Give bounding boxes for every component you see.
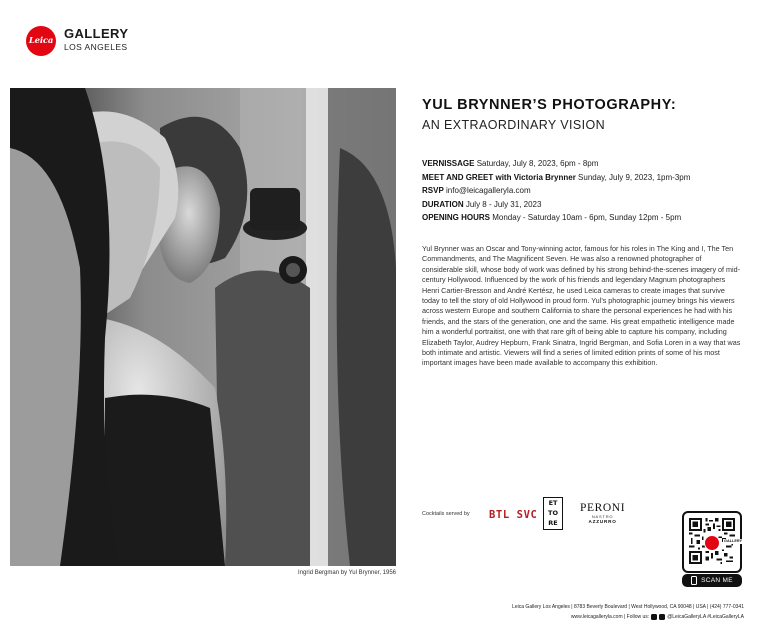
gallery-brand <box>64 27 128 53</box>
exhibition-description: Yul Brynner was an Oscar and Tony-winning actor, famous for his roles in The King and I, The Ten Commandments, and The Magnificent Seven. He was also a renowned photographer of considerable skill, whose body of work was defined by his strong behind-the-scenes imagery of mid-century Hollywood. Influenced by the work of his friends and legendary Magnum photographers Henri Cartier-Bresson and André Kertész, he used Leica cameras to create images that survive today to tell the story of old Hollywood in proud form. Yul’s photographic journey brings his viewers across western Europe and southern California to share the personal experiences he had with his friends, and the stars of the generation, one and the same. His great empathetic intelligence made him a wonderful portraitist, one with that rare gift of being able to capture his company, including Elizabeth Taylor, Audrey Hepburn, Frank Sinatra, Ingrid Bergman, and Sofia Loren in a way that was both intimate and artistic. Viewers will find a series of limited edition prints of some of his most important images have been made available to accompany this exhibition. <box>422 244 741 368</box>
instagram-icon[interactable] <box>651 614 657 620</box>
peroni-sub: AZZURRO <box>588 519 617 524</box>
detail-label: DURATION <box>422 199 464 209</box>
ettore-logo-line: RE <box>548 519 558 528</box>
ettore-logo <box>543 497 563 530</box>
exhibition-title: YUL BRYNNER’S PHOTOGRAPHY: <box>422 97 677 113</box>
brand-location: LOS ANGELES <box>64 42 128 52</box>
sponsors-label: Cocktails served by <box>422 511 470 517</box>
qr-code[interactable] <box>682 511 742 573</box>
detail-label: VERNISSAGE <box>422 159 475 168</box>
peroni-sub: NASTRO <box>591 514 614 519</box>
detail-value: Sunday, July 9, 2023, 1pm-3pm <box>575 172 691 182</box>
footer-contact <box>571 614 744 620</box>
detail-duration <box>422 198 752 212</box>
peroni-logo <box>580 502 625 524</box>
detail-value: info@leicagalleryla.com <box>443 186 531 195</box>
peroni-name: PERONI <box>580 502 626 514</box>
phone-icon <box>691 576 697 585</box>
leica-logo <box>26 26 56 56</box>
qr-logo-badge <box>704 535 720 551</box>
photo-caption: Ingrid Bergman by Yul Brynner, 1956 <box>298 570 396 576</box>
detail-label: RSVP <box>422 186 444 195</box>
detail-value: Saturday, July 8, 2023, 6pm - 8pm <box>474 159 599 168</box>
detail-rsvp <box>422 184 752 198</box>
feature-photograph <box>10 88 396 566</box>
exhibition-subtitle: AN EXTRAORDINARY VISION <box>422 118 606 132</box>
detail-label: MEET AND GREET with Victoria Brynner <box>422 172 576 182</box>
btl-svc-logo: BTL SVC <box>489 509 538 521</box>
ettore-logo-line: TO <box>548 508 558 517</box>
scan-me-label <box>682 574 742 587</box>
detail-vernissage <box>422 157 752 171</box>
qr-badge-text: GALLERY <box>724 539 742 543</box>
footer-website: www.leicagalleryla.com | Follow us: <box>570 614 650 620</box>
detail-value: July 8 - July 31, 2023 <box>463 199 542 209</box>
detail-opening-hours <box>422 211 752 225</box>
footer-handle: @LeicaGalleryLA #LeicaGalleryLA <box>667 614 744 620</box>
ettore-logo-line: ET <box>548 498 558 507</box>
leica-logo-text: Leica <box>28 36 54 46</box>
footer-address: Leica Gallery Los Angeles | 8783 Beverly Boulevard | West Hollywood, CA 90048 | USA | (424) 777-0341 <box>512 604 744 610</box>
brand-name: GALLERY <box>64 26 129 41</box>
scan-me-text: SCAN ME <box>701 577 733 584</box>
event-details <box>422 157 752 225</box>
facebook-icon[interactable] <box>659 614 665 620</box>
detail-value: Monday - Saturday 10am - 6pm, Sunday 12pm - 5pm <box>490 213 682 222</box>
detail-meet-and-greet <box>422 171 752 185</box>
detail-label: OPENING HOURS <box>422 213 491 222</box>
